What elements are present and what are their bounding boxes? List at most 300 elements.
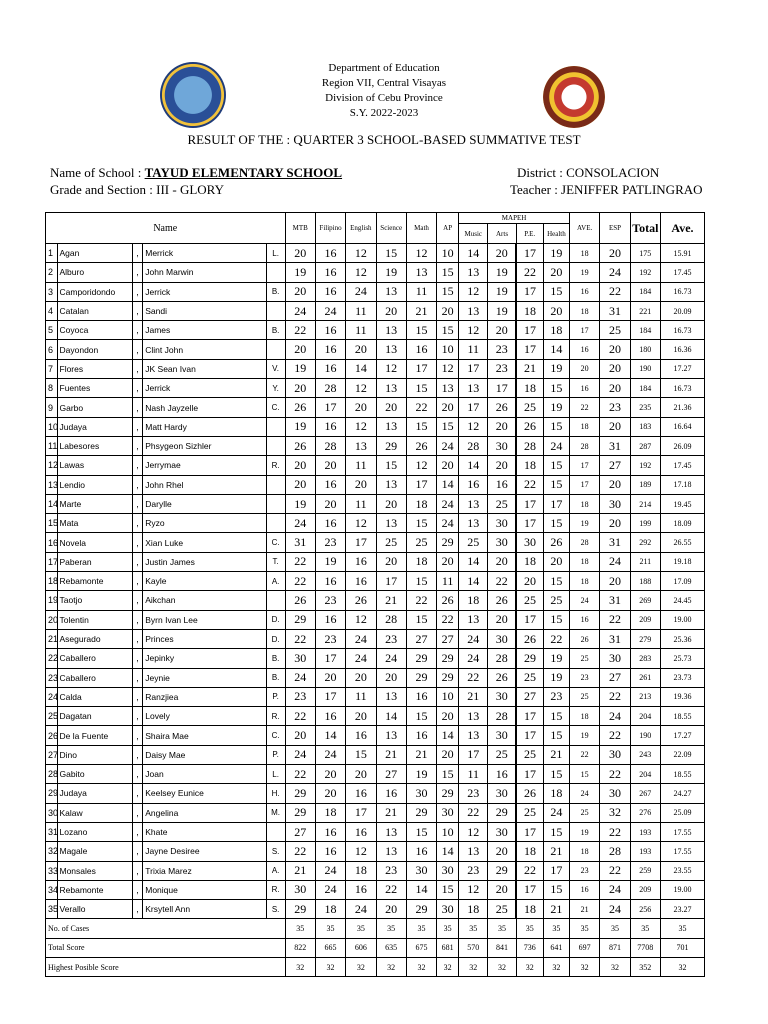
filipino-score: 14 [315, 726, 345, 745]
summary-value: 35 [346, 919, 376, 938]
name-separator: , [132, 321, 142, 340]
pe-score: 18 [516, 456, 543, 475]
middle-initial: H. [266, 784, 285, 803]
grade-label: Grade and Section : [50, 182, 153, 197]
math-score: 26 [406, 436, 436, 455]
mtb-score: 23 [285, 687, 315, 706]
health-score: 19 [543, 398, 569, 417]
music-score: 21 [459, 687, 488, 706]
arts-score: 20 [488, 610, 516, 629]
esp-score: 20 [600, 572, 630, 591]
ap-score: 30 [437, 900, 459, 919]
row-number: 10 [46, 417, 58, 436]
filipino-score: 20 [315, 765, 345, 784]
music-score: 13 [459, 707, 488, 726]
arts-score: 30 [488, 436, 516, 455]
pe-score: 25 [516, 803, 543, 822]
mtb-score: 19 [285, 263, 315, 282]
ap-score: 14 [437, 726, 459, 745]
ap-score: 29 [437, 533, 459, 552]
english-score: 12 [346, 263, 376, 282]
science-score: 15 [376, 456, 406, 475]
middle-initial [266, 591, 285, 610]
last-name: Taotjo [57, 591, 132, 610]
science-score: 20 [376, 552, 406, 571]
last-name: Judaya [57, 417, 132, 436]
overall-average: 19.00 [660, 610, 704, 629]
math-score: 29 [406, 900, 436, 919]
row-number: 18 [46, 572, 58, 591]
middle-initial: V. [266, 359, 285, 378]
mtb-score: 22 [285, 842, 315, 861]
table-row [46, 494, 705, 513]
overall-average: 25.73 [660, 649, 704, 668]
total-score: 190 [630, 726, 660, 745]
summary-row [46, 957, 705, 976]
summary-value: 352 [630, 957, 660, 976]
filipino-score: 24 [315, 301, 345, 320]
pe-score: 17 [516, 880, 543, 899]
health-score: 15 [543, 822, 569, 841]
esp-header: ESP [600, 213, 630, 244]
overall-average: 18.09 [660, 514, 704, 533]
table-row [46, 514, 705, 533]
middle-initial: C. [266, 726, 285, 745]
english-score: 24 [346, 900, 376, 919]
pe-score: 17 [516, 822, 543, 841]
middle-initial: D. [266, 610, 285, 629]
music-score: 13 [459, 494, 488, 513]
filipino-score: 16 [315, 282, 345, 301]
music-score: 14 [459, 456, 488, 475]
total-score: 193 [630, 842, 660, 861]
arts-score: 30 [488, 533, 516, 552]
ap-score: 15 [437, 321, 459, 340]
ap-score: 20 [437, 552, 459, 571]
overall-average: 17.45 [660, 456, 704, 475]
filipino-score: 17 [315, 687, 345, 706]
health-score: 21 [543, 745, 569, 764]
middle-initial: B. [266, 649, 285, 668]
music-score: 17 [459, 745, 488, 764]
row-number: 15 [46, 514, 58, 533]
row-number: 19 [46, 591, 58, 610]
ap-score: 15 [437, 263, 459, 282]
mtb-score: 20 [285, 282, 315, 301]
pe-score: 17 [516, 707, 543, 726]
science-header: Science [376, 213, 406, 244]
science-score: 29 [376, 436, 406, 455]
health-score: 19 [543, 668, 569, 687]
mtb-score: 24 [285, 745, 315, 764]
middle-initial: L. [266, 244, 285, 263]
middle-initial [266, 417, 285, 436]
pe-score: 26 [516, 629, 543, 648]
ap-score: 13 [437, 379, 459, 398]
esp-score: 27 [600, 668, 630, 687]
first-name: Sandi [143, 301, 266, 320]
last-name: Tolentin [57, 610, 132, 629]
table-row [46, 359, 705, 378]
science-score: 13 [376, 822, 406, 841]
pe-score: 18 [516, 900, 543, 919]
mtb-score: 20 [285, 340, 315, 359]
mapeh-average: 19 [569, 514, 599, 533]
english-score: 16 [346, 784, 376, 803]
mtb-score: 27 [285, 822, 315, 841]
esp-score: 22 [600, 861, 630, 880]
science-score: 20 [376, 900, 406, 919]
esp-score: 20 [600, 244, 630, 263]
esp-score: 20 [600, 359, 630, 378]
science-score: 12 [376, 359, 406, 378]
english-score: 12 [346, 417, 376, 436]
arts-score: 30 [488, 726, 516, 745]
esp-score: 32 [600, 803, 630, 822]
school-name: TAYUD ELEMENTARY SCHOOL [144, 165, 343, 180]
first-name: Ryzo [143, 514, 266, 533]
music-score: 16 [459, 475, 488, 494]
first-name: Jeynie [143, 668, 266, 687]
arts-score: 23 [488, 359, 516, 378]
summary-value: 32 [285, 957, 315, 976]
last-name: Dayondon [57, 340, 132, 359]
last-name: Lawas [57, 456, 132, 475]
mapeh-average: 16 [569, 379, 599, 398]
mtb-score: 29 [285, 610, 315, 629]
summary-value: 35 [376, 919, 406, 938]
average-header: Ave. [660, 213, 704, 244]
row-number: 35 [46, 900, 58, 919]
summary-value: 32 [459, 957, 488, 976]
row-number: 24 [46, 687, 58, 706]
science-score: 13 [376, 340, 406, 359]
mtb-score: 22 [285, 572, 315, 591]
summary-value: 7708 [630, 938, 660, 957]
esp-score: 31 [600, 436, 630, 455]
first-name: Jerrymae [143, 456, 266, 475]
first-name: Trixia Marez [143, 861, 266, 880]
science-score: 13 [376, 842, 406, 861]
ap-score: 30 [437, 861, 459, 880]
mtb-score: 31 [285, 533, 315, 552]
arts-score: 20 [488, 244, 516, 263]
last-name: Lozano [57, 822, 132, 841]
table-row [46, 572, 705, 591]
english-score: 20 [346, 765, 376, 784]
filipino-score: 16 [315, 610, 345, 629]
row-number: 1 [46, 244, 58, 263]
health-score: 26 [543, 533, 569, 552]
science-score: 19 [376, 263, 406, 282]
name-separator: , [132, 340, 142, 359]
math-score: 16 [406, 842, 436, 861]
row-number: 11 [46, 436, 58, 455]
summary-value: 871 [600, 938, 630, 957]
math-score: 25 [406, 533, 436, 552]
mapeh-average: 18 [569, 417, 599, 436]
header-region: Region VII, Central Visayas [321, 77, 447, 89]
ap-score: 10 [437, 687, 459, 706]
filipino-score: 20 [315, 784, 345, 803]
math-score: 18 [406, 494, 436, 513]
table-row [46, 379, 705, 398]
row-number: 5 [46, 321, 58, 340]
health-score: 17 [543, 861, 569, 880]
table-row [46, 880, 705, 899]
ave-header: AVE. [569, 213, 599, 244]
math-score: 15 [406, 610, 436, 629]
english-score: 18 [346, 861, 376, 880]
esp-score: 20 [600, 379, 630, 398]
english-score: 24 [346, 629, 376, 648]
table-row [46, 784, 705, 803]
esp-score: 24 [600, 900, 630, 919]
row-number: 31 [46, 822, 58, 841]
total-score: 287 [630, 436, 660, 455]
music-score: 28 [459, 436, 488, 455]
health-score: 19 [543, 649, 569, 668]
last-name: Garbo [57, 398, 132, 417]
health-score: 20 [543, 263, 569, 282]
english-score: 17 [346, 803, 376, 822]
first-name: Justin James [143, 552, 266, 571]
esp-score: 25 [600, 321, 630, 340]
math-score: 15 [406, 321, 436, 340]
esp-score: 20 [600, 475, 630, 494]
middle-initial: C. [266, 533, 285, 552]
total-score: 183 [630, 417, 660, 436]
middle-initial [266, 514, 285, 533]
filipino-score: 17 [315, 398, 345, 417]
ap-score: 29 [437, 649, 459, 668]
summary-value: 736 [516, 938, 543, 957]
total-score: 256 [630, 900, 660, 919]
table-row [46, 456, 705, 475]
last-name: Mata [57, 514, 132, 533]
name-separator: , [132, 417, 142, 436]
last-name: Fuentes [57, 379, 132, 398]
mapeh-average: 22 [569, 745, 599, 764]
summary-value: 32 [600, 957, 630, 976]
esp-score: 20 [600, 340, 630, 359]
esp-score: 22 [600, 282, 630, 301]
last-name: Monsales [57, 861, 132, 880]
health-score: 19 [543, 359, 569, 378]
mtb-score: 20 [285, 475, 315, 494]
music-score: 11 [459, 340, 488, 359]
overall-average: 23.27 [660, 900, 704, 919]
name-separator: , [132, 687, 142, 706]
mtb-score: 20 [285, 456, 315, 475]
middle-initial: P. [266, 687, 285, 706]
filipino-score: 16 [315, 842, 345, 861]
esp-score: 27 [600, 456, 630, 475]
ap-score: 11 [437, 572, 459, 591]
pe-score: 17 [516, 514, 543, 533]
english-score: 16 [346, 552, 376, 571]
table-row [46, 687, 705, 706]
total-score: 283 [630, 649, 660, 668]
summary-value: 32 [406, 957, 436, 976]
filipino-score: 16 [315, 417, 345, 436]
last-name: Dagatan [57, 707, 132, 726]
mtb-score: 19 [285, 359, 315, 378]
summary-value: 675 [406, 938, 436, 957]
row-number: 27 [46, 745, 58, 764]
esp-score: 24 [600, 263, 630, 282]
arts-score: 20 [488, 842, 516, 861]
music-score: 12 [459, 880, 488, 899]
science-score: 14 [376, 707, 406, 726]
health-score: 15 [543, 282, 569, 301]
middle-initial: R. [266, 880, 285, 899]
last-name: Labesores [57, 436, 132, 455]
arts-score: 19 [488, 301, 516, 320]
pe-score: 22 [516, 263, 543, 282]
overall-average: 16.73 [660, 282, 704, 301]
table-row [46, 765, 705, 784]
arts-score: 23 [488, 340, 516, 359]
pe-score: 25 [516, 591, 543, 610]
table-row [46, 591, 705, 610]
filipino-score: 16 [315, 707, 345, 726]
mtb-score: 29 [285, 784, 315, 803]
arts-score: 26 [488, 591, 516, 610]
english-score: 20 [346, 340, 376, 359]
summary-value: 32 [346, 957, 376, 976]
english-header: English [346, 213, 376, 244]
mapeh-average: 17 [569, 456, 599, 475]
filipino-score: 17 [315, 649, 345, 668]
row-number: 17 [46, 552, 58, 571]
ap-score: 29 [437, 668, 459, 687]
first-name: Jepinky [143, 649, 266, 668]
filipino-score: 16 [315, 572, 345, 591]
first-name: Monique [143, 880, 266, 899]
music-score: 13 [459, 263, 488, 282]
summary-value: 32 [437, 957, 459, 976]
science-score: 20 [376, 398, 406, 417]
last-name: Calda [57, 687, 132, 706]
math-score: 19 [406, 765, 436, 784]
filipino-score: 20 [315, 668, 345, 687]
health-score: 24 [543, 803, 569, 822]
overall-average: 21.36 [660, 398, 704, 417]
math-score: 15 [406, 822, 436, 841]
row-number: 30 [46, 803, 58, 822]
health-score: 23 [543, 687, 569, 706]
english-score: 11 [346, 321, 376, 340]
teacher-info: Teacher : JENIFFER PATLINGRAO [510, 182, 703, 197]
name-separator: , [132, 282, 142, 301]
total-score: 261 [630, 668, 660, 687]
name-separator: , [132, 552, 142, 571]
name-separator: , [132, 475, 142, 494]
summary-row [46, 938, 705, 957]
row-number: 3 [46, 282, 58, 301]
mtb-score: 29 [285, 803, 315, 822]
overall-average: 17.45 [660, 263, 704, 282]
english-score: 26 [346, 591, 376, 610]
page-title: RESULT OF THE : QUARTER 3 SCHOOL-BASED SUMMATIVE TEST [187, 132, 581, 147]
overall-average: 19.18 [660, 552, 704, 571]
science-score: 25 [376, 533, 406, 552]
ap-score: 14 [437, 842, 459, 861]
ap-score: 15 [437, 765, 459, 784]
esp-score: 24 [600, 552, 630, 571]
mtb-score: 24 [285, 301, 315, 320]
ap-score: 29 [437, 784, 459, 803]
ap-score: 20 [437, 745, 459, 764]
overall-average: 15.91 [660, 244, 704, 263]
pe-score: 25 [516, 745, 543, 764]
last-name: Coyoca [57, 321, 132, 340]
ap-score: 14 [437, 475, 459, 494]
overall-average: 23.73 [660, 668, 704, 687]
row-number: 28 [46, 765, 58, 784]
middle-initial: B. [266, 321, 285, 340]
last-name: Rebamonte [57, 572, 132, 591]
english-score: 24 [346, 649, 376, 668]
total-score: 204 [630, 765, 660, 784]
first-name: Matt Hardy [143, 417, 266, 436]
total-score: 188 [630, 572, 660, 591]
middle-initial: M. [266, 803, 285, 822]
pe-score: 26 [516, 784, 543, 803]
row-number: 20 [46, 610, 58, 629]
english-score: 11 [346, 494, 376, 513]
mtb-score: 20 [285, 244, 315, 263]
last-name: Asegurado [57, 629, 132, 648]
last-name: Caballero [57, 668, 132, 687]
filipino-score: 24 [315, 880, 345, 899]
mapeh-average: 18 [569, 552, 599, 571]
ap-score: 10 [437, 822, 459, 841]
summary-value: 701 [660, 938, 704, 957]
grade-section: III - GLORY [156, 182, 225, 197]
row-number: 2 [46, 263, 58, 282]
row-number: 8 [46, 379, 58, 398]
ap-score: 10 [437, 340, 459, 359]
last-name: Judaya [57, 784, 132, 803]
name-separator: , [132, 765, 142, 784]
school-label: Name of School : [50, 165, 142, 180]
health-score: 25 [543, 591, 569, 610]
name-separator: , [132, 822, 142, 841]
esp-score: 31 [600, 629, 630, 648]
arts-score: 20 [488, 321, 516, 340]
filipino-score: 16 [315, 359, 345, 378]
science-score: 13 [376, 475, 406, 494]
science-score: 13 [376, 417, 406, 436]
mapeh-average: 19 [569, 822, 599, 841]
total-score: 190 [630, 359, 660, 378]
mtb-score: 22 [285, 552, 315, 571]
arts-score: 20 [488, 417, 516, 436]
esp-score: 30 [600, 649, 630, 668]
summary-value: 32 [569, 957, 599, 976]
overall-average: 17.55 [660, 822, 704, 841]
esp-score: 23 [600, 398, 630, 417]
name-separator: , [132, 263, 142, 282]
filipino-score: 23 [315, 629, 345, 648]
pe-score: 18 [516, 301, 543, 320]
english-score: 17 [346, 533, 376, 552]
name-separator: , [132, 880, 142, 899]
mapeh-average: 16 [569, 282, 599, 301]
total-score: 269 [630, 591, 660, 610]
